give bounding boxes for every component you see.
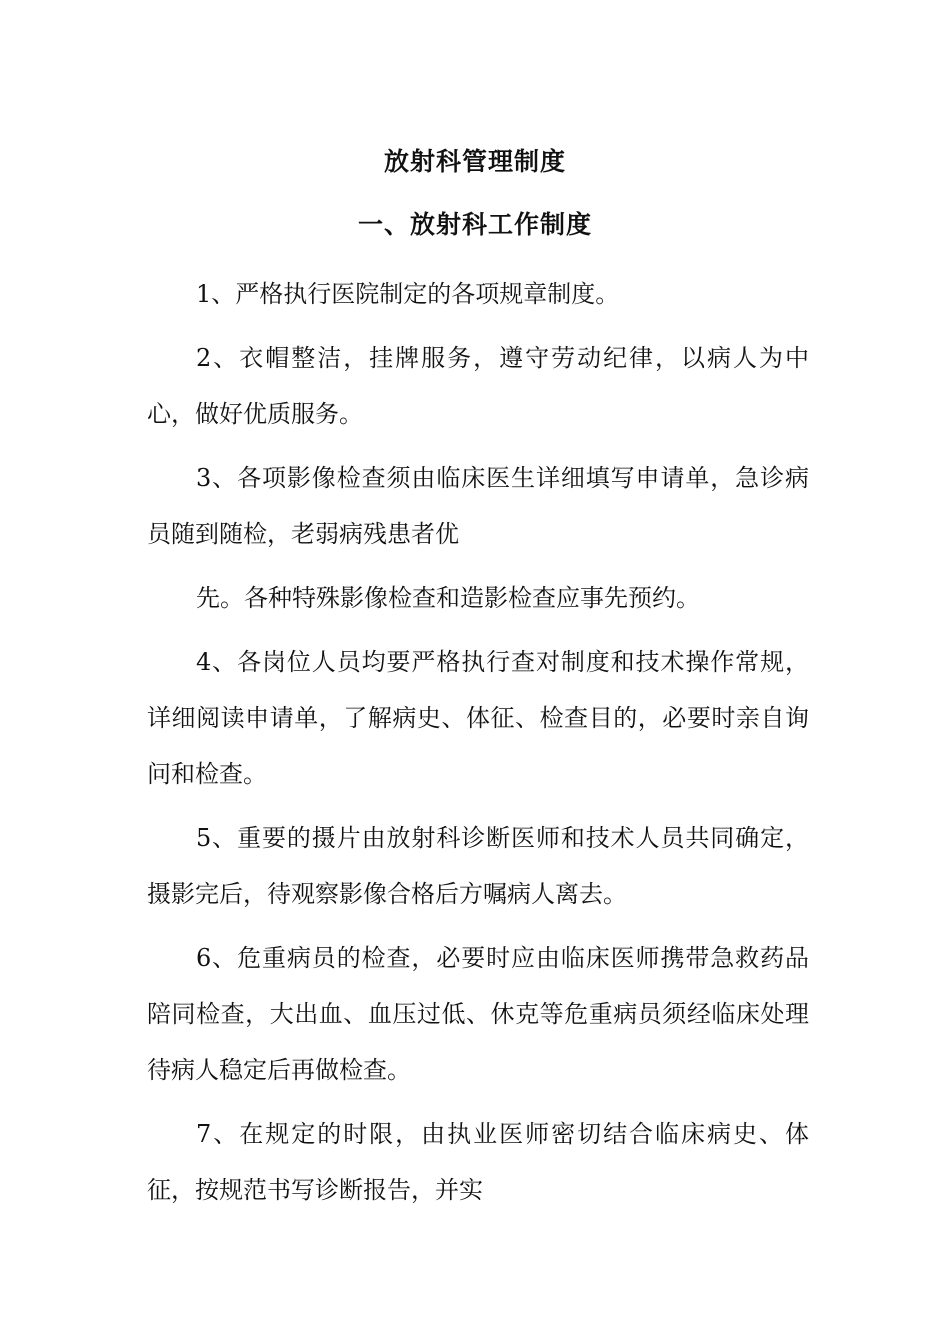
- paragraph-3-continued: 先。各种特殊影像检查和造影检查应事先预约。: [196, 584, 700, 612]
- paragraph-2: 2、衣帽整洁，挂牌服务，遵守劳动纪律，以病人为中心，做好优质服务。: [147, 344, 809, 428]
- paragraph-5: 5、重要的摄片由放射科诊断医师和技术人员共同确定，摄影完后，待观察影像合格后方嘱病人离去。: [147, 824, 809, 908]
- paragraph-6: 6、危重病员的检查，必要时应由临床医师携带急救药品陪同检查，大出血、血压过低、休克等危重病员须经临床处理待病人稳定后再做检查。: [147, 944, 809, 1084]
- document-title: 放射科管理制度: [383, 147, 566, 176]
- paragraph-3: 3、各项影像检查须由临床医生详细填写申请单，急诊病员随到随检，老弱病残患者优: [147, 464, 809, 548]
- paragraph-1: 1、严格执行医院制定的各项规章制度。: [196, 280, 620, 308]
- paragraph-7: 7、在规定的时限，由执业医师密切结合临床病史、体征，按规范书写诊断报告，并实: [147, 1120, 809, 1204]
- document-body: [147, 266, 809, 1218]
- section-title: 一、放射科工作制度: [357, 210, 592, 239]
- paragraph-4: 4、各岗位人员均要严格执行查对制度和技术操作常规，详细阅读申请单，了解病史、体征、检查目的，必要时亲自询问和检查。: [147, 648, 809, 788]
